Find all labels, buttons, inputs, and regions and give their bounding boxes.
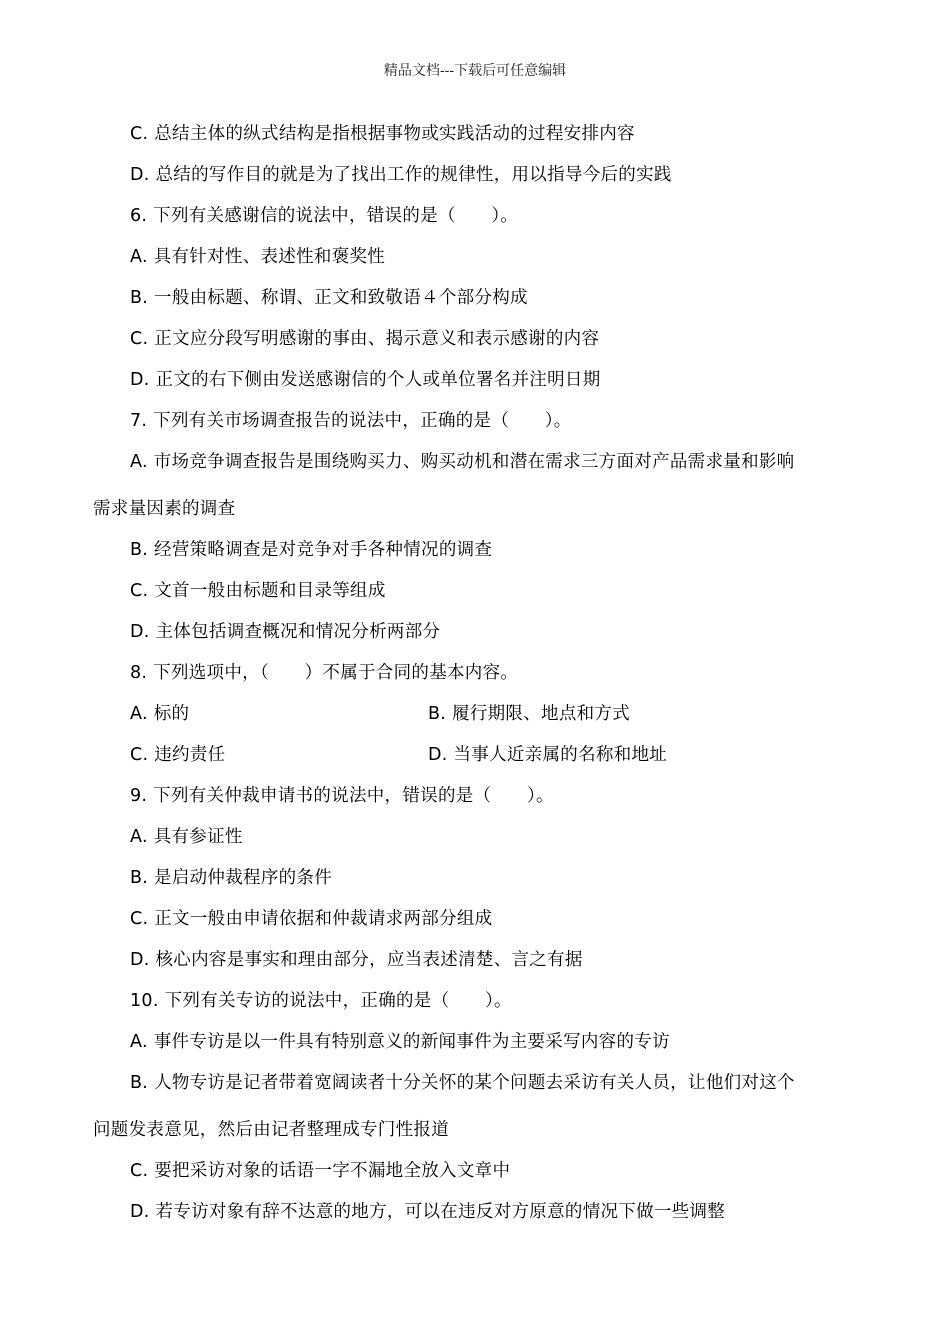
option-7a-continued: 需求量因素的调查 [93, 499, 236, 519]
option-9c: C. 正文一般由申请依据和仲裁请求两部分组成 [130, 909, 493, 929]
option-7b: B. 经营策略调查是对竞争对手各种情况的调查 [130, 540, 493, 560]
option-10b-continued: 问题发表意见，然后由记者整理成专门性报道 [93, 1120, 449, 1140]
option-10d: D. 若专访对象有辞不达意的地方，可以在违反对方原意的情况下做一些调整 [130, 1202, 726, 1222]
option-9d: D. 核心内容是事实和理由部分，应当表述清楚、言之有据 [130, 950, 583, 970]
option-8d: D. 当事人近亲属的名称和地址 [428, 745, 668, 765]
option-7d: D. 主体包括调查概况和情况分析两部分 [130, 622, 441, 642]
option-8b: B. 履行期限、地点和方式 [428, 704, 631, 724]
option-10a: A. 事件专访是以一件具有特别意义的新闻事件为主要采写内容的专访 [130, 1032, 670, 1052]
option-10c: C. 要把采访对象的话语一字不漏地全放入文章中 [130, 1161, 511, 1181]
option-6d: D. 正文的右下侧由发送感谢信的个人或单位署名并注明日期 [130, 370, 601, 390]
option-5c: C. 总结主体的纵式结构是指根据事物或实践活动的过程安排内容 [130, 124, 635, 144]
option-10b: B. 人物专访是记者带着宽阔读者十分关怀的某个问题去采访有关人员，让他们对这个 [130, 1073, 795, 1093]
option-6a: A. 具有针对性、表述性和褒奖性 [130, 247, 386, 267]
question-9: 9. 下列有关仲裁申请书的说法中，错误的是（ ）。 [130, 786, 554, 806]
question-7: 7. 下列有关市场调查报告的说法中，正确的是（ ）。 [130, 411, 572, 431]
option-8c: C. 违约责任 [130, 745, 226, 765]
option-5d: D. 总结的写作目的就是为了找出工作的规律性，用以指导今后的实践 [130, 165, 672, 185]
question-6: 6. 下列有关感谢信的说法中，错误的是（ ）。 [130, 206, 519, 226]
page-header: 精品文档---下载后可任意编辑 [383, 63, 567, 79]
question-10: 10. 下列有关专访的说法中，正确的是（ ）。 [130, 991, 512, 1011]
option-7a: A. 市场竞争调查报告是围绕购买力、购买动机和潜在需求三方面对产品需求量和影响 [130, 452, 795, 472]
option-9b: B. 是启动仲裁程序的条件 [130, 868, 333, 888]
option-9a: A. 具有参证性 [130, 827, 243, 847]
option-7c: C. 文首一般由标题和目录等组成 [130, 581, 386, 601]
option-6b: B. 一般由标题、称谓、正文和致敬语４个部分构成 [130, 288, 528, 308]
question-8: 8. 下列选项中，（ ）不属于合同的基本内容。 [130, 663, 519, 683]
option-6c: C. 正文应分段写明感谢的事由、揭示意义和表示感谢的内容 [130, 329, 600, 349]
option-8a: A. 标的 [130, 704, 190, 724]
